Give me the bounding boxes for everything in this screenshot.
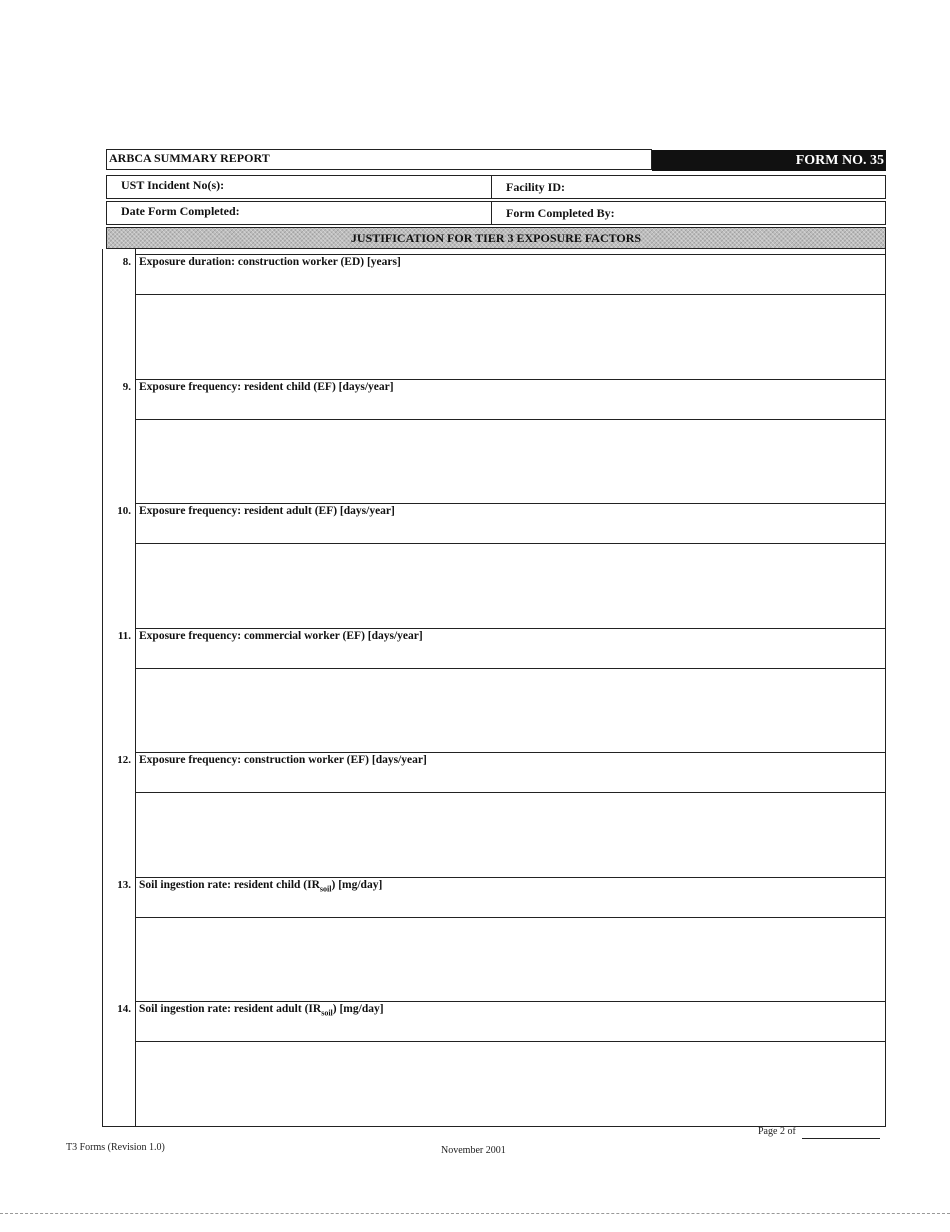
label-text-tail: ) [mg/day] <box>332 1003 384 1015</box>
ust-incident-field[interactable] <box>107 176 492 198</box>
divider <box>135 792 885 793</box>
item-12 <box>103 752 885 877</box>
item-number: 9. <box>122 381 131 393</box>
item-label <box>139 1003 384 1017</box>
divider <box>135 503 885 504</box>
divider <box>135 379 885 380</box>
divider <box>135 628 885 629</box>
item-14 <box>103 1001 885 1126</box>
facility-id-field[interactable] <box>492 176 885 198</box>
completed-by-label: Form Completed By: <box>506 206 615 220</box>
page-number: Page 2 of <box>758 1126 796 1137</box>
item-8 <box>103 254 885 379</box>
label-text: Soil ingestion rate: resident child (IR <box>139 879 320 891</box>
date-completedby-row <box>106 201 886 225</box>
facility-id-label: Facility ID: <box>506 180 565 194</box>
item-label: Exposure duration: construction worker (ED) [years] <box>139 256 401 268</box>
item-number: 14. <box>117 1003 131 1015</box>
ust-incident-label: UST Incident No(s): <box>121 178 225 192</box>
item-10 <box>103 503 885 628</box>
item-number: 8. <box>122 256 131 268</box>
incident-facility-row <box>106 175 886 199</box>
divider <box>135 1001 885 1002</box>
completed-by-field[interactable] <box>492 202 885 224</box>
item-9 <box>103 379 885 504</box>
divider <box>135 752 885 753</box>
footer-revision: T3 Forms (Revision 1.0) <box>66 1142 165 1153</box>
divider <box>135 543 885 544</box>
item-label: Exposure frequency: resident child (EF) [days/year] <box>139 381 394 393</box>
label-text-tail: ) [mg/day] <box>331 879 383 891</box>
item-11 <box>103 628 885 753</box>
justification-table <box>102 249 886 1127</box>
date-completed-label: Date Form Completed: <box>121 204 240 218</box>
footer-date: November 2001 <box>441 1145 506 1156</box>
item-label: Exposure frequency: resident adult (EF) [days/year] <box>139 505 395 517</box>
label-subscript: soil <box>321 1008 333 1018</box>
label-text: Soil ingestion rate: resident adult (IR <box>139 1003 322 1015</box>
divider <box>135 1041 885 1042</box>
report-title: ARBCA SUMMARY REPORT <box>106 149 652 170</box>
divider <box>135 917 885 918</box>
divider <box>135 877 885 878</box>
label-subscript: soil <box>319 884 332 894</box>
section-banner: JUSTIFICATION FOR TIER 3 EXPOSURE FACTORS <box>106 227 886 249</box>
date-completed-field[interactable] <box>107 202 492 224</box>
item-label: Exposure frequency: commercial worker (EF) [days/year] <box>139 630 423 642</box>
divider <box>135 294 885 295</box>
item-13 <box>103 877 885 1002</box>
divider <box>135 668 885 669</box>
item-number: 12. <box>117 754 131 766</box>
page-total-blank[interactable] <box>802 1138 880 1139</box>
divider <box>135 419 885 420</box>
item-number: 13. <box>117 879 131 891</box>
form-number: FORM NO. 35 <box>652 150 886 171</box>
scan-edge <box>0 1213 950 1214</box>
item-label: Exposure frequency: construction worker (EF) [days/year] <box>139 754 427 766</box>
item-label <box>139 879 382 893</box>
divider <box>135 254 885 255</box>
item-number: 10. <box>117 505 131 517</box>
item-number: 11. <box>117 630 131 642</box>
